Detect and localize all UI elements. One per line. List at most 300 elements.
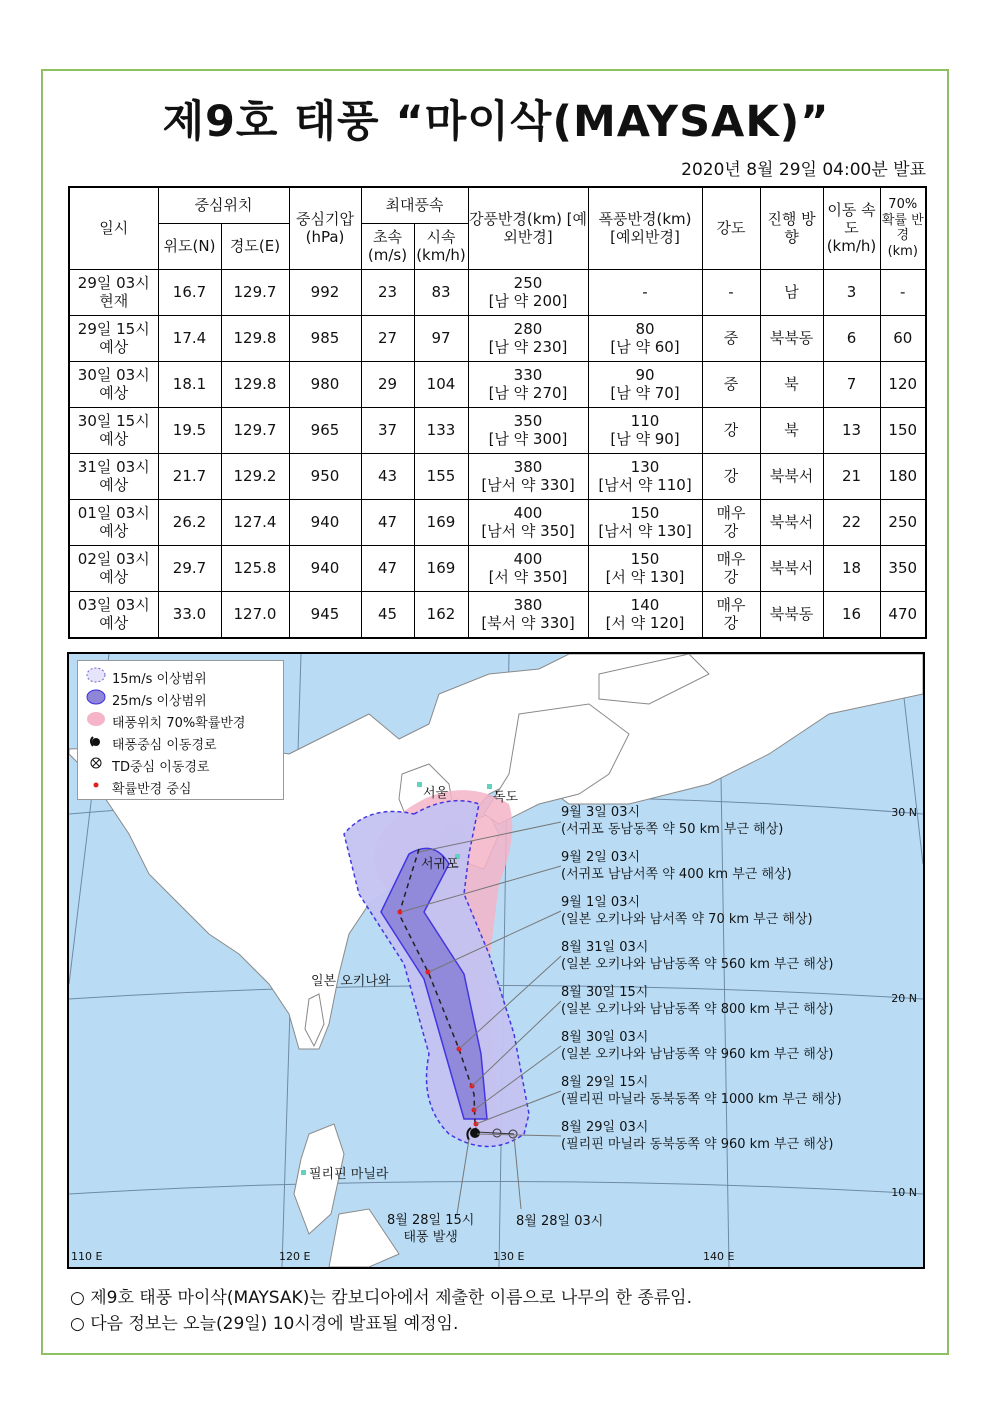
- cell-kmh-line: 133: [426, 421, 456, 439]
- table-row: [69, 591, 926, 638]
- genesis-event: 태풍 발생: [403, 1230, 458, 1245]
- cell-storm-radius: [588, 269, 702, 315]
- cell-prob-line: 350: [888, 559, 918, 577]
- cell-ms-line: 29: [377, 375, 398, 393]
- cell-intensity: [702, 545, 760, 591]
- cell-direction: [760, 407, 823, 453]
- cell-pressure: [289, 591, 361, 638]
- cell-ms: [361, 407, 414, 453]
- forecast-label: [561, 984, 833, 1018]
- cell-prob: [880, 315, 926, 361]
- cell-prob: [880, 545, 926, 591]
- cell-speed-line: 3: [846, 283, 857, 301]
- cell-kmh: [414, 361, 468, 407]
- cell-storm-radius-line: [남 약 70]: [610, 384, 680, 402]
- cell-strong-radius: [468, 545, 588, 591]
- cell-time: [69, 499, 158, 545]
- cell-strong-radius-line: [북서 약 330]: [481, 614, 575, 633]
- forecast-desc: (일본 오키나와 남남동쪽 약 960 km 부근 해상): [561, 1047, 834, 1062]
- header-center: 중심위치: [158, 187, 289, 223]
- cell-speed: [823, 591, 880, 638]
- forecast-date: 8월 30일 15시: [561, 985, 649, 1000]
- cell-lat-line: 29.7: [172, 559, 207, 577]
- cell-intensity-line: 중: [723, 329, 739, 347]
- cell-storm-radius: [588, 591, 702, 638]
- cell-storm-radius-line: 90: [635, 366, 655, 384]
- cell-kmh-line: 169: [426, 559, 456, 577]
- cell-strong-radius-line: [남 약 300]: [488, 430, 568, 448]
- cell-lon-line: 129.2: [233, 467, 277, 485]
- cell-strong-radius: [468, 269, 588, 315]
- cell-intensity-line: 중: [723, 375, 739, 393]
- cell-direction: [760, 361, 823, 407]
- cell-lat: [158, 453, 221, 499]
- cell-time-line: 예상: [99, 476, 129, 494]
- cell-time: [69, 545, 158, 591]
- legend-item: [84, 733, 217, 753]
- cell-storm-radius-line: 150: [630, 550, 660, 568]
- cell-lat: [158, 591, 221, 638]
- cell-strong-radius-line: 380: [513, 458, 543, 476]
- cell-pressure-line: 992: [310, 283, 340, 301]
- legend-label: 태풍위치 70%확률반경: [112, 715, 246, 731]
- header-ms: 초속 (m/s): [361, 223, 414, 269]
- label-20n: 20 N: [891, 992, 917, 1005]
- cell-prob: [880, 269, 926, 315]
- cell-direction: [760, 269, 823, 315]
- forecast-label: [561, 1029, 833, 1063]
- cell-intensity: [702, 361, 760, 407]
- cell-speed: [823, 361, 880, 407]
- cell-time-line: 예상: [99, 522, 129, 540]
- cell-lat: [158, 499, 221, 545]
- cell-lat: [158, 407, 221, 453]
- typhoon-symbol-icon: [84, 733, 108, 753]
- cell-prob: [880, 407, 926, 453]
- cell-prob-line: 60: [893, 329, 913, 347]
- cell-time-line: 29일 03시: [77, 274, 150, 292]
- note-2: ○ 다음 정보는 오늘(29일) 10시경에 발표될 예정임.: [70, 1314, 459, 1334]
- cell-pressure: [289, 407, 361, 453]
- cell-ms: [361, 591, 414, 638]
- cell-pressure: [289, 545, 361, 591]
- legend-label: 태풍중심 이동경로: [112, 737, 217, 753]
- cell-speed: [823, 545, 880, 591]
- cell-time-line: 예상: [99, 568, 129, 586]
- cell-intensity-line: 강: [723, 467, 739, 485]
- cell-lat-line: 33.0: [172, 605, 207, 624]
- forecast-date: 9월 2일 03시: [561, 850, 641, 865]
- cell-lat: [158, 361, 221, 407]
- header-time: 일시: [69, 187, 158, 269]
- cell-intensity-line: 강: [723, 421, 739, 439]
- cell-direction: [760, 545, 823, 591]
- cell-storm-radius: [588, 315, 702, 361]
- cell-storm-radius: [588, 361, 702, 407]
- cell-intensity-line: 매우: [716, 550, 746, 568]
- cell-direction: [760, 315, 823, 361]
- cell-direction: [760, 499, 823, 545]
- cell-lon-line: 129.8: [233, 375, 277, 393]
- table-row: [69, 453, 926, 499]
- label-110e: 110 E: [71, 1250, 103, 1263]
- cell-time-line: 31일 03시: [77, 458, 150, 476]
- cell-lon-line: 127.0: [233, 605, 277, 624]
- cell-direction-line: 북북서: [769, 559, 814, 577]
- cell-prob-line: 120: [888, 375, 918, 393]
- header-kmh: 시속 (km/h): [414, 223, 468, 269]
- cell-pressure-line: 950: [310, 467, 340, 485]
- cell-speed-line: 21: [841, 467, 862, 485]
- cell-ms: [361, 453, 414, 499]
- cell-direction-line: 북: [784, 375, 799, 393]
- cell-strong-radius-line: [남서 약 350]: [481, 522, 575, 540]
- issued-time: 2020년 8월 29일 04:00분 발표: [681, 160, 926, 180]
- cell-kmh-line: 155: [426, 467, 456, 485]
- cell-storm-radius: [588, 453, 702, 499]
- cell-ms: [361, 499, 414, 545]
- cell-time: [69, 315, 158, 361]
- cell-storm-radius-line: 130: [630, 458, 660, 476]
- cell-intensity-line: -: [728, 283, 734, 301]
- cell-time: [69, 453, 158, 499]
- cell-pressure-line: 965: [310, 421, 340, 439]
- cell-time: [69, 591, 158, 638]
- cell-time-line: 30일 03시: [77, 366, 150, 384]
- cell-lon-line: 125.8: [233, 559, 277, 577]
- cell-kmh-line: 83: [431, 283, 451, 301]
- forecast-date: 8월 31일 03시: [561, 940, 649, 955]
- cell-direction: [760, 591, 823, 638]
- cell-intensity-line: 매우: [716, 504, 746, 522]
- forecast-desc: (일본 오키나와 남남동쪽 약 800 km 부근 해상): [561, 1002, 834, 1017]
- header-speed: 이동 속도 (km/h): [823, 187, 880, 269]
- forecast-date: 8월 29일 03시: [561, 1120, 649, 1135]
- cell-strong-radius: [468, 315, 588, 361]
- label-okinawa: 일본 오키나와: [311, 974, 391, 989]
- cell-time-line: 30일 15시: [77, 412, 150, 430]
- cell-lat-line: 21.7: [172, 467, 207, 485]
- cell-lon: [221, 453, 289, 499]
- cell-direction-line: 북: [784, 421, 799, 439]
- legend-label: 15m/s 이상범위: [112, 671, 207, 687]
- forecast-label: [561, 939, 833, 973]
- cell-intensity: [702, 407, 760, 453]
- cell-storm-radius-line: 80: [635, 320, 655, 338]
- cell-ms: [361, 315, 414, 361]
- cell-pressure-line: 945: [310, 605, 340, 624]
- header-maxwind: 최대풍속: [361, 187, 468, 223]
- forecast-date: 9월 3일 03시: [561, 805, 641, 820]
- cell-intensity: [702, 315, 760, 361]
- header-strong-radius: 강풍반경(km) [예외반경]: [468, 187, 588, 269]
- notes: [70, 1285, 692, 1337]
- cell-lon: [221, 269, 289, 315]
- forecast-label: [561, 1074, 842, 1108]
- forecast-label: [561, 849, 792, 883]
- cell-ms-line: 23: [377, 283, 398, 301]
- cell-time-line: 01일 03시: [77, 504, 150, 522]
- pink-circle-icon: [84, 711, 108, 731]
- forecast-date: 9월 1일 03시: [561, 895, 641, 910]
- cell-lon: [221, 545, 289, 591]
- cell-lon: [221, 361, 289, 407]
- cell-kmh: [414, 591, 468, 638]
- cell-ms: [361, 545, 414, 591]
- cell-strong-radius: [468, 499, 588, 545]
- cell-storm-radius-line: [서 약 120]: [605, 614, 685, 633]
- table-row: [69, 315, 926, 361]
- cell-lon-line: 127.4: [233, 513, 277, 531]
- cell-prob: [880, 591, 926, 638]
- cell-storm-radius-line: 110: [630, 412, 660, 430]
- table-row: [69, 407, 926, 453]
- forecast-date: 8월 30일 03시: [561, 1030, 649, 1045]
- header-intensity: 강도: [702, 187, 760, 269]
- typhoon-info-table: [68, 186, 927, 639]
- cell-kmh: [414, 499, 468, 545]
- cell-pressure: [289, 361, 361, 407]
- cell-strong-radius-line: 350: [513, 412, 543, 430]
- cell-strong-radius-line: 400: [513, 550, 543, 568]
- cell-strong-radius: [468, 361, 588, 407]
- cell-storm-radius-line: [남서 약 130]: [598, 522, 692, 540]
- cell-ms-line: 37: [377, 421, 398, 439]
- cell-kmh: [414, 269, 468, 315]
- cell-lat-line: 16.7: [172, 283, 207, 301]
- cell-strong-radius-line: 380: [513, 596, 543, 615]
- cell-speed: [823, 315, 880, 361]
- forecast-desc: (일본 오키나와 남서쪽 약 70 km 부근 해상): [561, 912, 813, 927]
- cell-intensity: [702, 499, 760, 545]
- header-prob: 70% 확률 반경 (km): [880, 187, 926, 269]
- cell-kmh: [414, 545, 468, 591]
- label-seoul: 서울: [423, 786, 449, 801]
- cell-kmh-line: 162: [426, 605, 456, 624]
- cell-lon: [221, 407, 289, 453]
- cell-prob: [880, 361, 926, 407]
- cell-prob-line: 470: [888, 605, 918, 624]
- forecast-desc: (일본 오키나와 남남동쪽 약 560 km 부근 해상): [561, 957, 834, 972]
- cell-speed-line: 6: [846, 329, 857, 347]
- header-direction: 진행 방향: [760, 187, 823, 269]
- cell-time-line: 29일 15시: [77, 320, 150, 338]
- page-title: 제9호 태풍 “마이삭(MAYSAK)”: [162, 97, 830, 147]
- purple-circle-icon: [84, 689, 108, 709]
- cell-strong-radius-line: 400: [513, 504, 543, 522]
- header-lat: 위도(N): [158, 223, 221, 269]
- cell-time-line: 예상: [99, 430, 129, 448]
- legend-item: [84, 755, 209, 775]
- cell-pressure-line: 940: [310, 513, 340, 531]
- cell-lat-line: 17.4: [172, 329, 207, 347]
- label-dokdo: 독도: [493, 790, 519, 805]
- cell-kmh-line: 169: [426, 513, 456, 531]
- cell-pressure: [289, 499, 361, 545]
- cell-strong-radius-line: [남 약 200]: [488, 292, 568, 310]
- legend-label: 25m/s 이상범위: [112, 693, 207, 709]
- forecast-desc: (서귀포 동남동쪽 약 50 km 부근 해상): [561, 822, 784, 837]
- table-row: [69, 269, 926, 315]
- dotted-circle-icon: [84, 667, 108, 687]
- cell-intensity: [702, 591, 760, 638]
- cell-pressure-line: 980: [310, 375, 340, 393]
- cell-storm-radius-line: [남 약 60]: [610, 338, 680, 356]
- label-manila: 필리핀 마닐라: [309, 1167, 389, 1182]
- cell-storm-radius-line: [서 약 130]: [605, 568, 685, 586]
- label-120e: 120 E: [279, 1250, 311, 1263]
- cell-pressure: [289, 315, 361, 361]
- cell-intensity-line: 강: [723, 568, 739, 586]
- cell-speed-line: 16: [841, 605, 862, 624]
- cell-speed-line: 13: [841, 421, 862, 439]
- cell-speed-line: 22: [841, 513, 862, 531]
- cell-storm-radius-line: 150: [630, 504, 660, 522]
- cell-strong-radius: [468, 453, 588, 499]
- td-start-label: 8월 28일 03시: [516, 1214, 604, 1229]
- cell-speed: [823, 407, 880, 453]
- note-1: ○ 제9호 태풍 마이삭(MAYSAK)는 캄보디아에서 제출한 이름으로 나무의 한 종류임.: [70, 1288, 693, 1308]
- cell-lat-line: 19.5: [172, 421, 207, 439]
- cell-strong-radius: [468, 591, 588, 638]
- genesis-date: 8월 28일 15시: [387, 1213, 475, 1228]
- cell-intensity: [702, 269, 760, 315]
- cell-storm-radius-line: [남서 약 110]: [598, 476, 692, 494]
- header-storm-radius: 폭풍반경(km) [예외반경]: [588, 187, 702, 269]
- cell-kmh: [414, 407, 468, 453]
- table-row: [69, 499, 926, 545]
- cell-time: [69, 407, 158, 453]
- cell-storm-radius: [588, 545, 702, 591]
- cell-strong-radius-line: [남 약 270]: [488, 384, 568, 402]
- forecast-desc: (필리핀 마닐라 동북동쪽 약 1000 km 부근 해상): [561, 1092, 842, 1107]
- table-row: [69, 545, 926, 591]
- cell-strong-radius-line: [서 약 350]: [488, 568, 568, 586]
- cell-pressure: [289, 453, 361, 499]
- cell-direction-line: 북북동: [769, 605, 814, 624]
- cell-direction-line: 북북서: [769, 467, 814, 485]
- cell-lon: [221, 315, 289, 361]
- cell-time-line: 02일 03시: [77, 550, 150, 568]
- label-seogwipo: 서귀포: [421, 857, 459, 872]
- cell-pressure-line: 940: [310, 559, 340, 577]
- legend-label: TD중심 이동경로: [112, 759, 210, 775]
- cell-time-line: 현재: [99, 292, 129, 310]
- cell-storm-radius: [588, 407, 702, 453]
- cell-direction-line: 북북서: [769, 513, 814, 531]
- cell-strong-radius-line: [남 약 230]: [488, 338, 568, 356]
- forecast-label: [561, 1119, 833, 1153]
- cell-time-line: 예상: [99, 338, 129, 356]
- label-140e: 140 E: [703, 1250, 735, 1263]
- cell-kmh-line: 97: [431, 329, 451, 347]
- legend-item: [84, 667, 207, 687]
- forecast-label: [561, 894, 813, 928]
- header-pressure: 중심기압 (hPa): [289, 187, 361, 269]
- cell-ms-line: 27: [377, 329, 398, 347]
- cell-lat: [158, 315, 221, 361]
- cell-lon-line: 129.8: [233, 329, 277, 347]
- cell-speed-line: 18: [841, 559, 862, 577]
- forecast-date: 8월 29일 15시: [561, 1075, 649, 1090]
- cell-prob: [880, 453, 926, 499]
- red-dot-icon: [84, 777, 108, 797]
- cell-direction: [760, 453, 823, 499]
- cell-time-line: 예상: [99, 384, 129, 402]
- cell-time-line: 03일 03시: [77, 596, 150, 615]
- forecast-desc: (필리핀 마닐라 동북동쪽 약 960 km 부근 해상): [561, 1137, 834, 1152]
- cell-direction-line: 북북동: [769, 329, 814, 347]
- cell-lat: [158, 545, 221, 591]
- label-130e: 130 E: [493, 1250, 525, 1263]
- cell-ms-line: 43: [377, 467, 398, 485]
- cell-storm-radius-line: [남 약 90]: [610, 430, 680, 448]
- cell-direction-line: 남: [784, 283, 799, 301]
- cell-kmh: [414, 453, 468, 499]
- cell-strong-radius-line: 280: [513, 320, 543, 338]
- cell-ms: [361, 269, 414, 315]
- table-row: [69, 361, 926, 407]
- cell-prob-line: 180: [888, 467, 918, 485]
- label-10n: 10 N: [891, 1186, 917, 1199]
- cell-lat: [158, 269, 221, 315]
- cell-storm-radius-line: 140: [630, 596, 660, 615]
- cell-lon-line: 129.7: [233, 283, 277, 301]
- legend-item: [84, 711, 246, 731]
- cell-lon: [221, 499, 289, 545]
- cell-time: [69, 361, 158, 407]
- cell-prob: [880, 499, 926, 545]
- cell-prob-line: -: [900, 283, 906, 301]
- cell-lat-line: 26.2: [172, 513, 207, 531]
- cell-intensity-line: 강: [723, 614, 739, 633]
- cell-strong-radius-line: 330: [513, 366, 543, 384]
- cell-strong-radius-line: [남서 약 330]: [481, 476, 575, 494]
- cell-pressure: [289, 269, 361, 315]
- cell-storm-radius: [588, 499, 702, 545]
- typhoon-track-map: [67, 652, 925, 1269]
- cell-time-line: 예상: [99, 614, 129, 633]
- cell-lat-line: 18.1: [172, 375, 207, 393]
- map-legend: [77, 660, 284, 800]
- cell-prob-line: 250: [888, 513, 918, 531]
- cell-strong-radius: [468, 407, 588, 453]
- cell-speed: [823, 499, 880, 545]
- legend-item: [84, 777, 191, 797]
- cell-lon: [221, 591, 289, 638]
- cell-ms-line: 45: [377, 605, 398, 624]
- cell-strong-radius-line: 250: [513, 274, 543, 292]
- cell-pressure-line: 985: [310, 329, 340, 347]
- genesis-label: [387, 1212, 474, 1246]
- cell-time: [69, 269, 158, 315]
- cell-kmh-line: 104: [426, 375, 456, 393]
- forecast-desc: (서귀포 남남서쪽 약 400 km 부근 해상): [561, 867, 792, 882]
- header-lon: 경도(E): [221, 223, 289, 269]
- td-circle-x-icon: [84, 755, 108, 775]
- label-30n: 30 N: [891, 806, 917, 819]
- cell-intensity-line: 강: [723, 522, 739, 540]
- cell-lon-line: 129.7: [233, 421, 277, 439]
- cell-ms-line: 47: [377, 559, 398, 577]
- forecast-label: [561, 804, 783, 838]
- cell-speed-line: 7: [846, 375, 857, 393]
- cell-ms-line: 47: [377, 513, 398, 531]
- cell-intensity: [702, 453, 760, 499]
- cell-speed: [823, 453, 880, 499]
- cell-speed: [823, 269, 880, 315]
- cell-intensity-line: 매우: [716, 596, 746, 615]
